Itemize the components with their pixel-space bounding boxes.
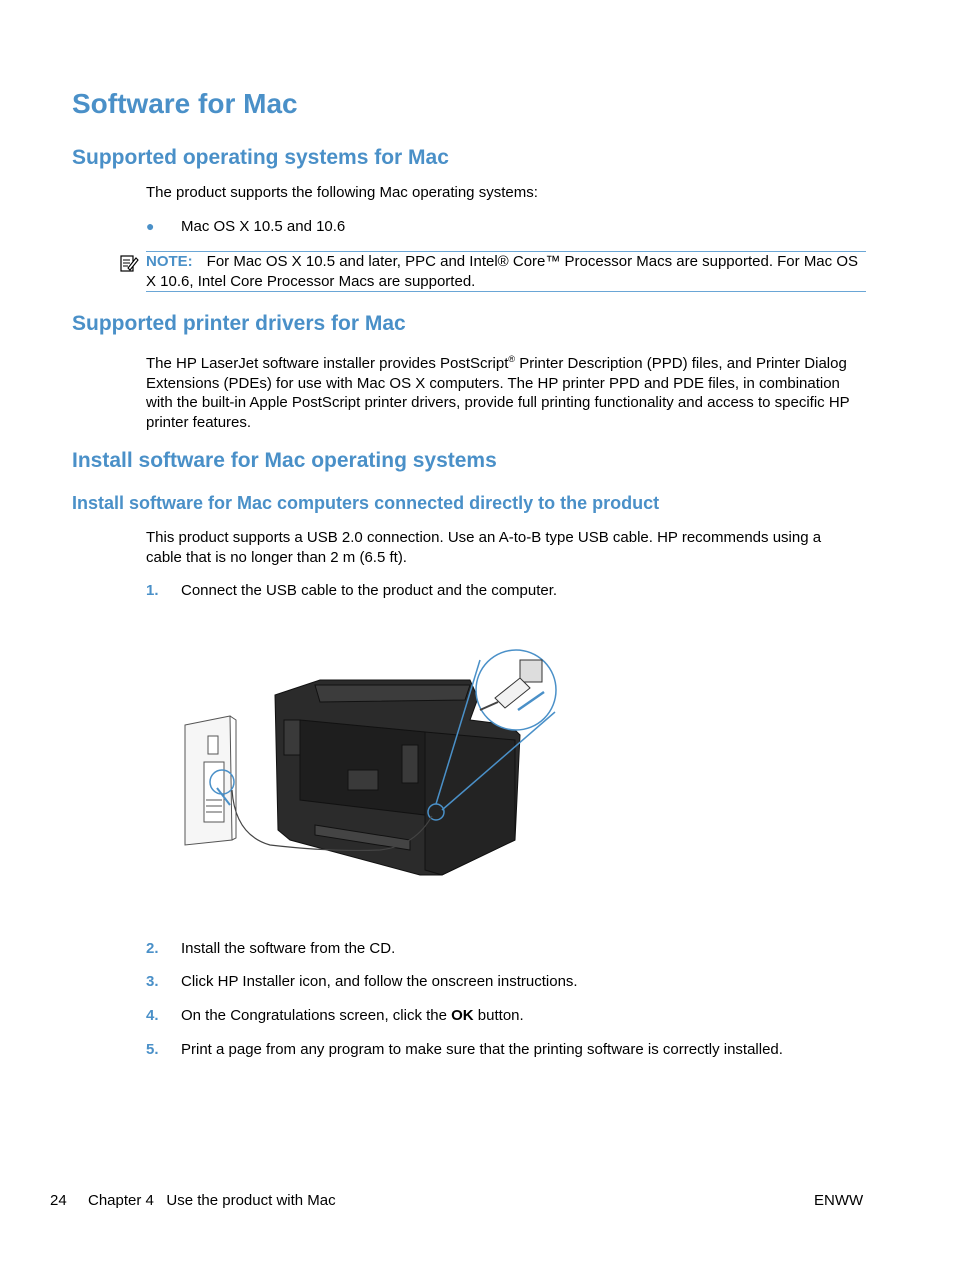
heading-printer-drivers: Supported printer drivers for Mac bbox=[72, 312, 406, 335]
step-number: 3. bbox=[146, 973, 159, 990]
step-text-before: On the Congratulations screen, click the bbox=[181, 1007, 452, 1024]
bullet-item-os: Mac OS X 10.5 and 10.6 bbox=[181, 218, 346, 235]
subheading-install-direct: Install software for Mac computers connected directly to the product bbox=[72, 493, 660, 513]
page-number: 24 bbox=[50, 1192, 67, 1209]
usb-connection-illustration bbox=[180, 640, 565, 885]
note bbox=[146, 252, 861, 291]
step-text: Install the software from the CD. bbox=[181, 940, 396, 957]
step-text: Print a page from any program to make sure that the printing software is correctly installed. bbox=[181, 1041, 783, 1058]
note-text: For Mac OS X 10.5 and later, PPC and Intel® Core™ Processor Macs are supported. For Mac OS X 10.6, Intel Core Processor Macs are supported. bbox=[146, 253, 858, 290]
step-number: 1. bbox=[146, 582, 159, 599]
step-number: 5. bbox=[146, 1041, 159, 1058]
step-text: Click HP Installer icon, and follow the onscreen instructions. bbox=[181, 973, 578, 990]
step-number: 2. bbox=[146, 940, 159, 957]
step-text: Connect the USB cable to the product and the computer. bbox=[181, 582, 558, 599]
supported-os-intro: The product supports the following Mac operating systems: bbox=[146, 184, 538, 201]
note-pencil-icon bbox=[119, 253, 139, 273]
footer-right: ENWW bbox=[814, 1192, 864, 1209]
heading-install-software: Install software for Mac operating systems bbox=[72, 449, 497, 472]
ok-button-label: OK bbox=[451, 1007, 474, 1024]
bullet-marker: ● bbox=[146, 218, 155, 234]
note-label: NOTE: bbox=[146, 253, 193, 270]
drivers-paragraph bbox=[146, 350, 861, 432]
heading-supported-os: Supported operating systems for Mac bbox=[72, 146, 449, 169]
step-text bbox=[181, 1006, 524, 1026]
registered-mark: ® bbox=[508, 354, 516, 364]
footer-chapter: Chapter 4 Use the product with Mac bbox=[88, 1192, 336, 1209]
step-number: 4. bbox=[146, 1007, 159, 1024]
drivers-para-part2: Printer Description (PPD) files, and Printer Dialog Extensions (PDEs) for use with Mac OS X computers. The HP printer PPD and PDE files, in combination with the built-in Apple PostScript printer drivers, provide full printing functionality and access to specific HP printer features. bbox=[146, 355, 850, 431]
step-text-after: button. bbox=[473, 1007, 524, 1024]
page-title: Software for Mac bbox=[72, 88, 298, 119]
drivers-para-part1: The HP LaserJet software installer provides PostScript bbox=[146, 355, 509, 372]
install-intro: This product supports a USB 2.0 connection. Use an A-to-B type USB cable. HP recommends using a cable that is no longer than 2 m (6.5 ft). bbox=[146, 529, 822, 566]
